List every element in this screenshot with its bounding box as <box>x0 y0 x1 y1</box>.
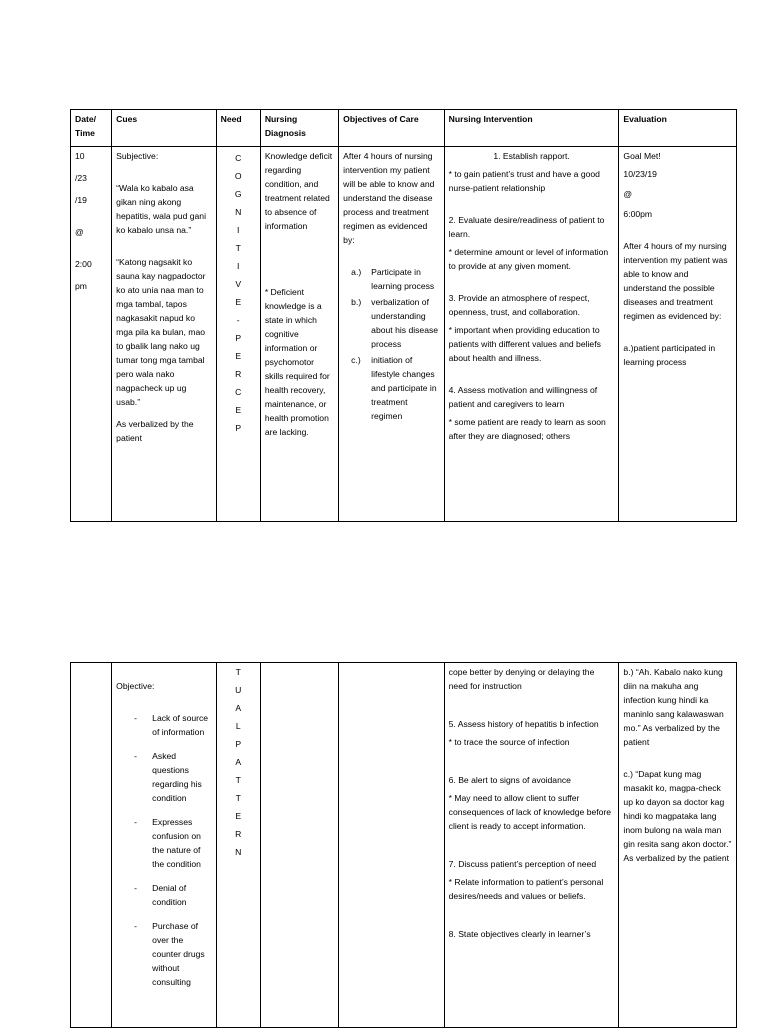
need-cell <box>216 147 260 522</box>
evaluation-at: @ <box>623 189 633 199</box>
goal-status: Goal Met! <box>623 151 661 161</box>
date-line: 10 <box>75 151 85 161</box>
need-letter: I <box>237 261 240 271</box>
need-letter: T <box>235 793 241 803</box>
intervention-rationale: * to gain patient’s trust and have a good nurse-patient relationship <box>448 169 600 193</box>
care-plan-table-page-1 <box>70 109 737 522</box>
time-line: pm <box>75 281 87 291</box>
evaluation-item-b: b.) “Ah. Kabalo nako kung diin na makuha ang infection kung hindi ka maninlo sang kalawaswan mo.” As verbalized by the patient <box>623 667 724 747</box>
objectives-cell <box>339 663 444 1028</box>
evaluation-item-a: a.)patient participated in learning process <box>623 343 716 367</box>
objective-label: c.) <box>351 355 361 365</box>
intervention-cell <box>444 147 619 522</box>
cues-cell <box>112 663 216 1028</box>
diagnosis-cell <box>260 147 338 522</box>
table-row <box>71 147 737 522</box>
diagnosis-cell <box>260 663 338 1028</box>
need-letter: C <box>235 153 242 163</box>
list-item: - Asked questions regarding his condition <box>134 751 202 803</box>
cues-cell <box>112 147 216 522</box>
table-header-row <box>71 110 737 147</box>
objectives-intro: After 4 hours of nursing intervention my patient will be able to know and understand the disease process and treatment regimen as evidenced by: <box>343 151 435 245</box>
header-cues: Cues <box>112 110 216 147</box>
objective-label: a.) <box>351 267 362 277</box>
objective-cue: Purchase of over the counter drugs without consulting <box>152 921 205 987</box>
subjective-label: Subjective: <box>116 151 159 161</box>
need-letter: - <box>236 315 240 325</box>
need-cell <box>216 663 260 1028</box>
need-letter: T <box>235 243 241 253</box>
subjective-quote-2: “Katong nagsakit ko sauna kay nagpadoctor ko ato unia naa man to mga tambal, tapos nagkasakit napud ko mga pila ka bulan, mao to gbalik lang nako ug tumar tong mga tambal pero wala nako nagpacheck up ug usab.” <box>116 257 206 407</box>
intervention-title: 4. Assess motivation and willingness of patient and caregivers to learn <box>448 385 598 409</box>
need-letter: U <box>235 685 242 695</box>
objective-text: Participate in learning process <box>371 267 435 291</box>
need-letter: E <box>235 405 242 415</box>
need-letter: T <box>235 775 241 785</box>
need-letter: R <box>235 829 242 839</box>
objectives-cell <box>339 147 444 522</box>
date-line: /23 <box>75 173 87 183</box>
need-letter: O <box>234 171 242 181</box>
intervention-title: 5. Assess history of hepatitis b infection <box>448 719 599 729</box>
objective-item <box>343 265 439 293</box>
need-letter: C <box>235 387 242 397</box>
need-letter: V <box>235 279 242 289</box>
objective-item <box>343 295 439 351</box>
list-item: - Expresses confusion on the nature of the condition <box>134 817 201 869</box>
verbalized-note: As verbalized by the patient <box>116 419 194 443</box>
objective-label: Objective: <box>116 681 155 691</box>
table-row <box>71 663 737 1028</box>
intervention-title: 1. Establish rapport. <box>493 151 570 161</box>
need-letter: N <box>235 847 242 857</box>
diagnosis-statement: Knowledge deficit regarding condition, and treatment related to absence of information <box>264 151 333 231</box>
date-time-cell <box>71 663 112 1028</box>
intervention-rationale: * May need to allow client to suffer consequences of lack of knowledge before client is ready to accept information. <box>448 793 612 831</box>
intervention-title: 6. Be alert to signs of avoidance <box>448 775 571 785</box>
header-evaluation: Evaluation <box>619 110 737 147</box>
need-letter: P <box>235 423 242 433</box>
date-line: /19 <box>75 195 87 205</box>
intervention-rationale: * determine amount or level of information to provide at any given moment. <box>448 247 609 271</box>
objective-label: b.) <box>351 297 362 307</box>
intervention-rationale: * some patient are ready to learn as soon after they are diagnosed; others <box>448 417 606 441</box>
need-letter: E <box>235 297 242 307</box>
need-letter: E <box>235 811 242 821</box>
list-item: - Purchase of over the counter drugs without consulting <box>134 921 205 987</box>
date-time-cell <box>71 147 112 522</box>
intervention-title-cut: 8. State objectives clearly in learner’s <box>448 929 591 939</box>
need-letter: L <box>235 721 241 731</box>
header-nursing-intervention: Nursing Intervention <box>444 110 619 147</box>
intervention-continued: cope better by denying or delaying the need for instruction <box>448 667 595 691</box>
header-nursing-diagnosis: Nursing Diagnosis <box>260 110 338 147</box>
need-letter: G <box>234 189 242 199</box>
diagnosis-definition: * Deficient knowledge is a state in which cognitive information or psychomotor skills required for health recovery, maintenance, or health promotion are lacking. <box>264 287 330 437</box>
header-need: Need <box>216 110 260 147</box>
intervention-rationale: * important when providing education to patients with different values and beliefs about health and illness. <box>448 325 601 363</box>
list-item: - Denial of condition <box>134 883 187 907</box>
evaluation-summary: After 4 hours of my nursing intervention my patient was able to know and understand the possible diseases and treatment regimen as evidenced by: <box>623 241 728 321</box>
list-item: - Lack of source of information <box>134 713 209 737</box>
objective-item <box>343 353 439 423</box>
subjective-quote-1: “Wala ko kabalo asa gikan ning akong hepatitis, wala pud gani ko kabalo unsa na.” <box>116 183 206 235</box>
objective-cue: Asked questions regarding his condition <box>152 751 202 803</box>
need-letter: R <box>235 369 242 379</box>
evaluation-date: 10/23/19 <box>623 169 657 179</box>
need-letter: P <box>235 739 242 749</box>
header-date-time: Date/ Time <box>71 110 112 147</box>
care-plan-table-page-2 <box>70 662 737 1028</box>
evaluation-item-c: c.) “Dapat kung mag masakit ko, magpa-check up ko dayon sa doctor kag hindi ko magpataka lang inom bulong na wala man gin resita sang akon doctor.” As verbalized by the patient <box>623 769 732 863</box>
intervention-title: 2. Evaluate desire/readiness of patient to learn. <box>448 215 605 239</box>
need-letter: A <box>235 703 242 713</box>
evaluation-time: 6:00pm <box>623 209 653 219</box>
intervention-rationale: * to trace the source of infection <box>448 737 570 747</box>
evaluation-cell <box>619 147 737 522</box>
objective-text: verbalization of understanding about his disease process <box>371 297 439 349</box>
need-letter: N <box>235 207 242 217</box>
need-letter: E <box>235 351 242 361</box>
objective-cue: Expresses confusion on the nature of the condition <box>152 817 201 869</box>
evaluation-cell <box>619 663 737 1028</box>
need-letter: I <box>237 225 240 235</box>
need-letter: P <box>235 333 242 343</box>
need-letter: A <box>235 757 242 767</box>
intervention-title: 7. Discuss patient’s perception of need <box>448 859 597 869</box>
need-letter: T <box>235 667 241 677</box>
time-line: 2:00 <box>75 259 92 269</box>
header-objectives-of-care: Objectives of Care <box>339 110 444 147</box>
objective-cue: Denial of condition <box>152 883 187 907</box>
intervention-cell <box>444 663 619 1028</box>
intervention-title: 3. Provide an atmosphere of respect, openness, trust, and collaboration. <box>448 293 590 317</box>
date-line: @ <box>75 227 84 237</box>
objective-cue: Lack of source of information <box>152 713 209 737</box>
objective-text: initiation of lifestyle changes and participate in treatment regimen <box>371 355 437 421</box>
intervention-rationale: * Relate information to patient’s personal desires/needs and values or beliefs. <box>448 877 604 901</box>
